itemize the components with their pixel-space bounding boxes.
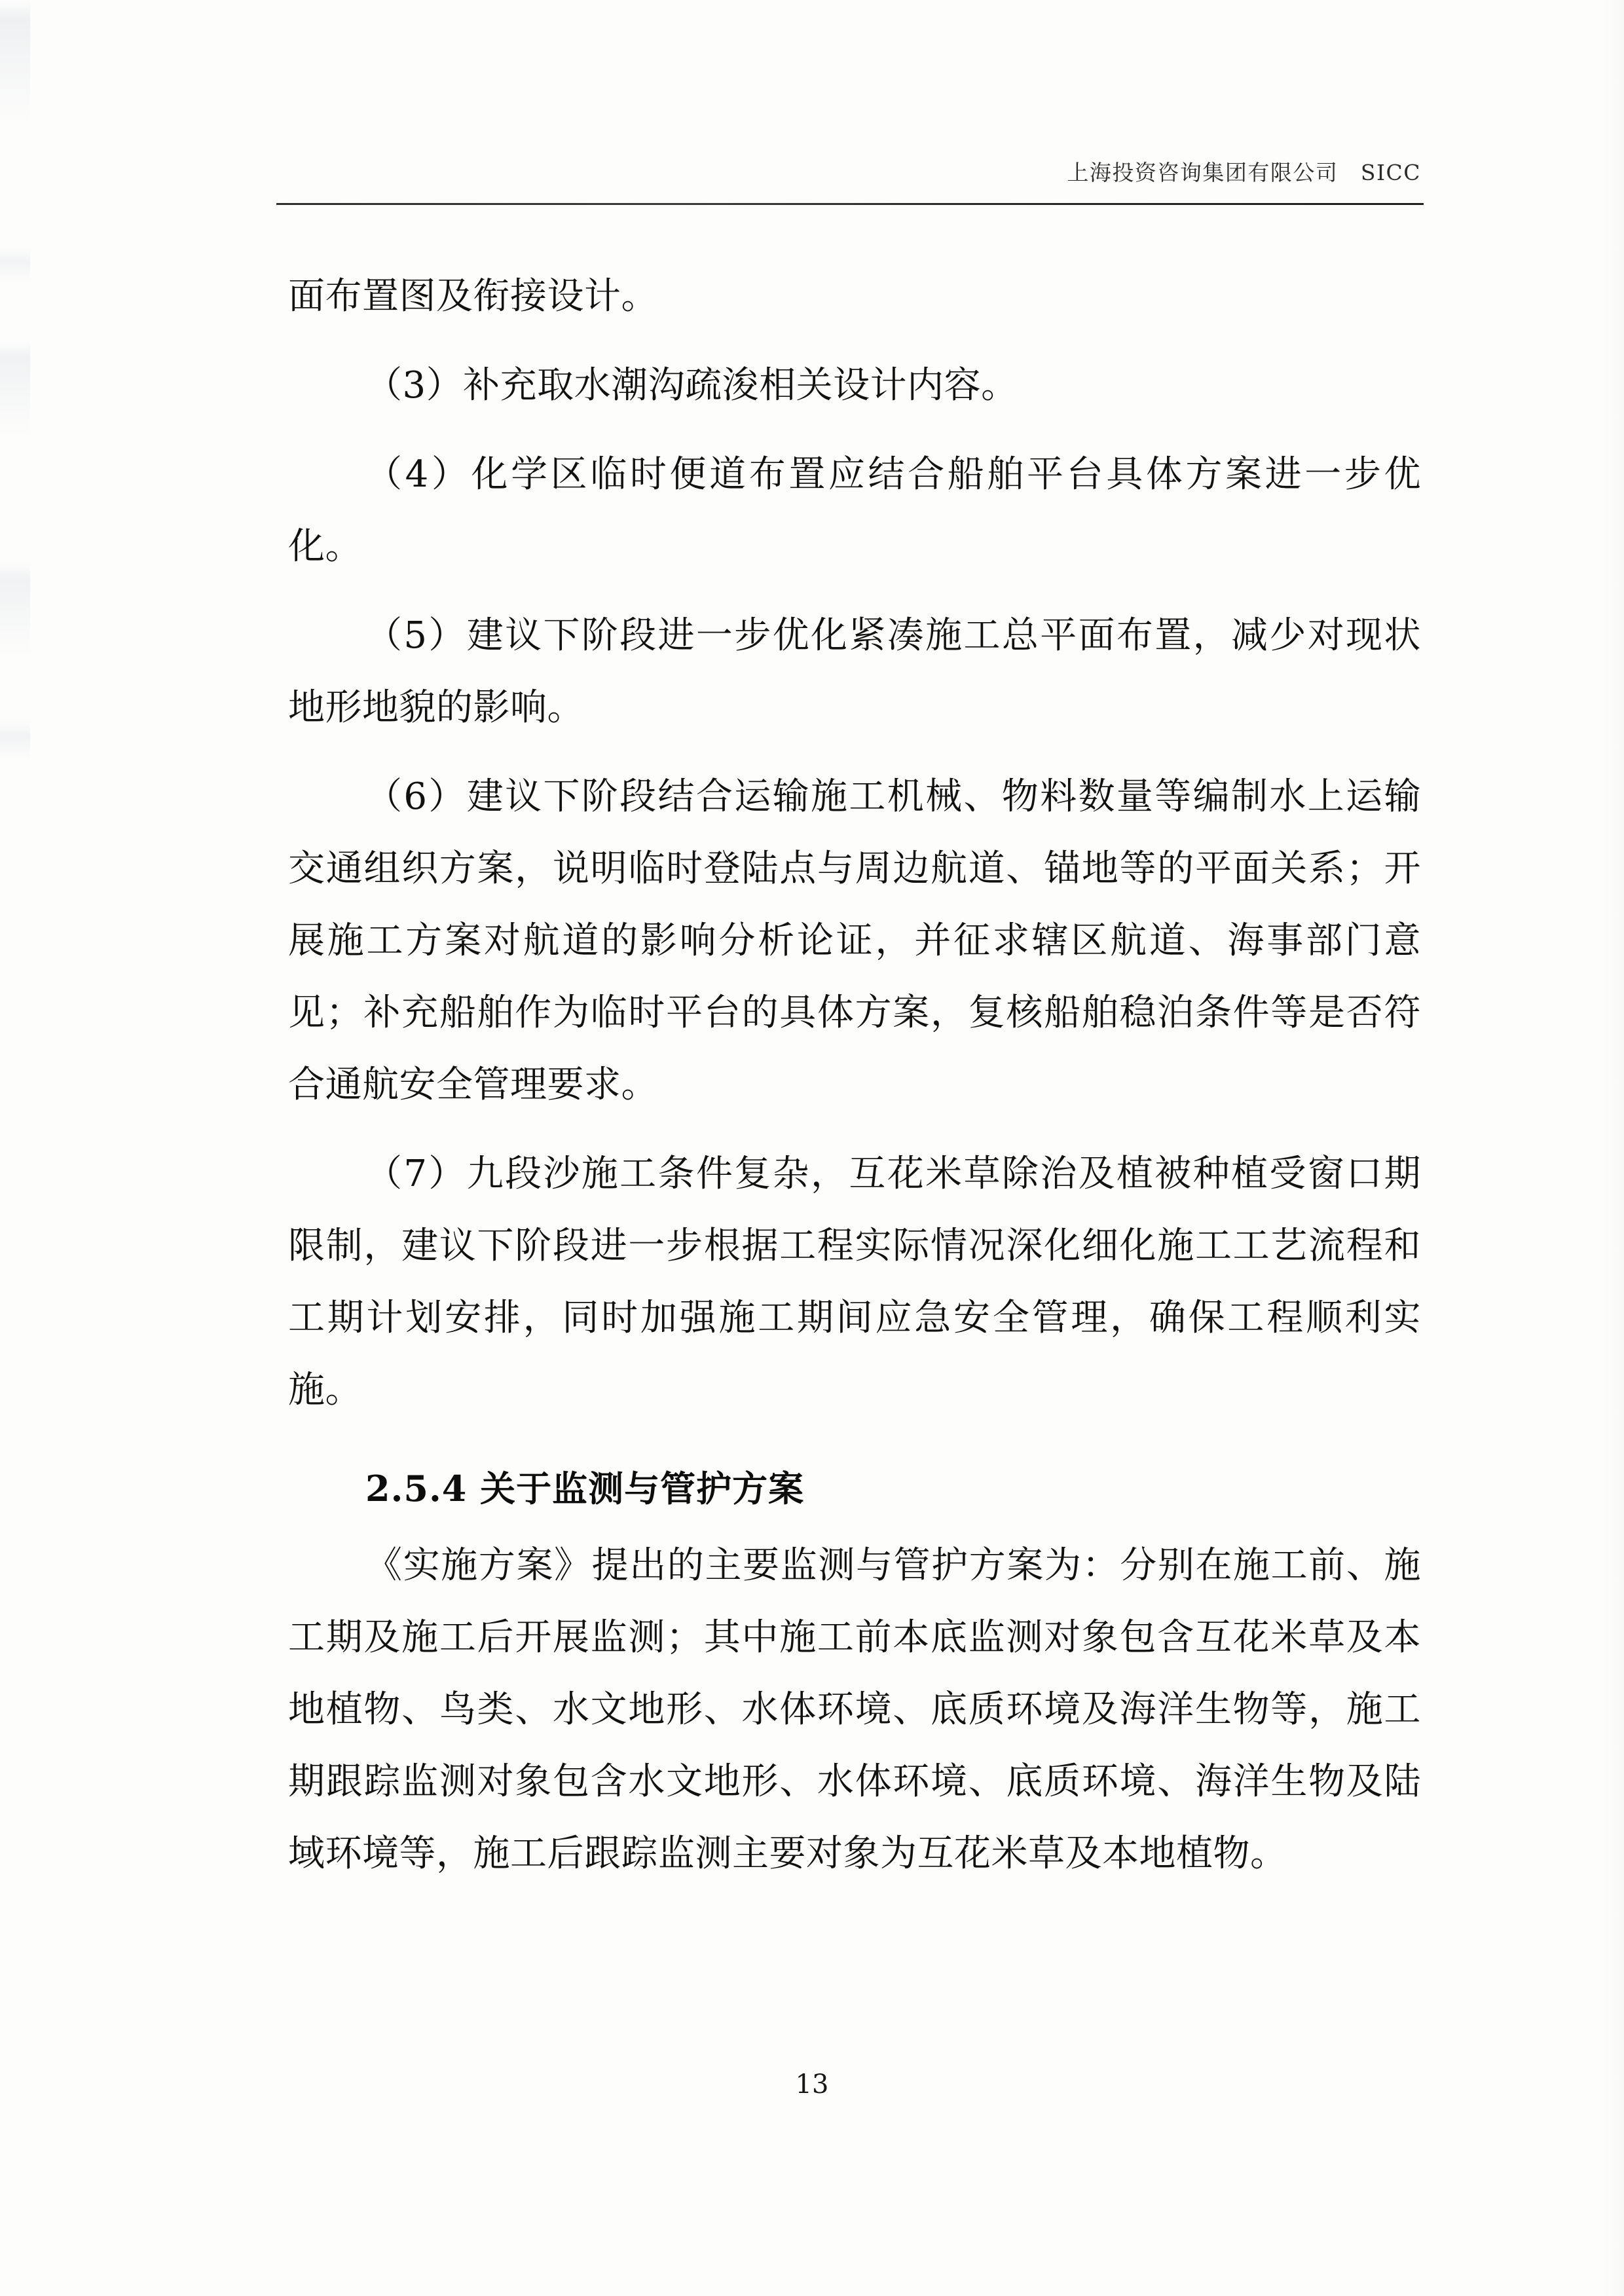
header-rule-divider [276, 203, 1424, 205]
scan-left-edge-artifact [0, 0, 30, 2296]
list-item-3: （3）补充取水潮沟疏浚相关设计内容。 [365, 364, 1018, 407]
section-body-paragraph: 《实施方案》提出的主要监测与管护方案为：分别在施工前、施工期及施工后开展监测；其中施工前本底监测对象包含互花米草及本地植物、鸟类、水文地形、水体环境、底质环境及海洋生物等，施工期跟踪监测对象包含水文地形、水体环境、底质环境、海洋生物及陆域环境等，施工后跟踪监测主要对象为互花米草及本地植物。 [288, 1544, 1421, 1875]
page-number: 13 [795, 2069, 829, 2100]
running-header: 上海投资咨询集团有限公司 SICC [1067, 160, 1421, 185]
body-text-block [288, 261, 1421, 1890]
page-content-frame [288, 0, 1421, 2296]
paragraph-spacer [288, 422, 1421, 439]
list-item-6: （6）建议下阶段结合运输施工机械、物料数量等编制水上运输交通组织方案，说明临时登陆点与周边航道、锚地等的平面关系；开展施工方案对航道的影响分析论证，并征求辖区航道、海事部门意见；补充船舶作为临时平台的具体方案，复核船舶稳泊条件等是否符合通航安全管理要求。 [288, 775, 1421, 1106]
paragraph-spacer [288, 1121, 1421, 1138]
paragraph-spacer [288, 333, 1421, 350]
list-item-5: （5）建议下阶段进一步优化紧凑施工总平面布置，减少对现状地形地貌的影响。 [288, 614, 1421, 729]
section-spacer [288, 1426, 1421, 1453]
heading-spacer [288, 1525, 1421, 1530]
list-item-4: （4）化学区临时便道布置应结合船舶平台具体方案进一步优化。 [288, 453, 1421, 568]
paragraph-spacer [288, 744, 1421, 761]
scan-right-edge-artifact [1604, 0, 1624, 2296]
section-heading-2-5-4: 2.5.4 关于监测与管护方案 [365, 1468, 805, 1509]
paragraph-spacer [288, 583, 1421, 600]
list-item-7: （7）九段沙施工条件复杂，互花米草除治及植被种植受窗口期限制，建议下阶段进一步根据工程实际情况深化细化施工工艺流程和工期计划安排，同时加强施工期间应急安全管理，确保工程顺利实施。 [288, 1153, 1421, 1411]
continued-paragraph: 面布置图及衔接设计。 [288, 275, 658, 318]
